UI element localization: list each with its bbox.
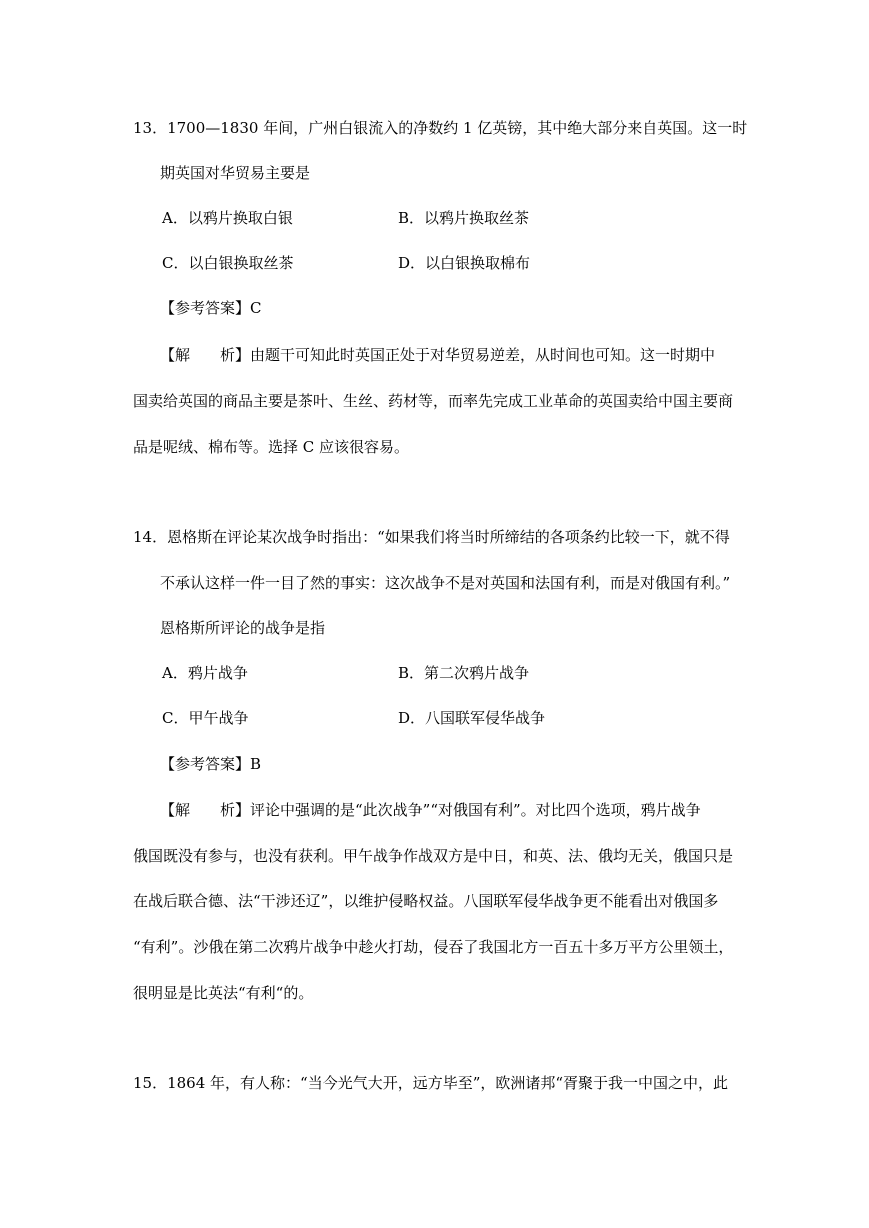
q13-analysis-line1: 【解 析】由题干可知此时英国正处于对华贸易逆差，从时间也可知。这一时期中	[160, 346, 716, 364]
q14-stem-line2: 不承认这样一件一目了然的事实：这次战争不是对英国和法国有利，而是对俄国有利。”	[160, 574, 731, 592]
q14-option-a: A．鸦片战争	[162, 664, 248, 682]
q14-analysis-line4: “有利”。沙俄在第二次鸦片战争中趁火打劫，侵吞了我国北方一百五十多万平方公里领土，	[133, 938, 734, 956]
q13-option-b: B．以鸦片换取丝茶	[398, 209, 530, 227]
q13-analysis-line2: 国卖给英国的商品主要是茶叶、生丝、药材等，而率先完成工业革命的英国卖给中国主要商	[133, 392, 734, 410]
q14-analysis-line3: 在战后联合德、法“干涉还辽”，以维护侵略权益。八国联军侵华战争更不能看出对俄国多	[133, 892, 719, 910]
q14-option-d: D．八国联军侵华战争	[398, 709, 546, 727]
q15-stem-line1: 15．1864 年，有人称：“当今光气大开，远方毕至”，欧洲诸邦“胥聚于我一中国之中，此	[133, 1074, 729, 1092]
q13-stem-line1: 13．1700—1830 年间，广州白银流入的净数约 1 亿英镑，其中绝大部分来自英国。这一时	[133, 119, 748, 137]
q14-analysis-line5: 很明显是比英法“有利“的。	[133, 984, 314, 1002]
q13-analysis-line3: 品是呢绒、棉布等。选择 C 应该很容易。	[133, 438, 410, 456]
q13-option-a: A．以鸦片换取白银	[162, 209, 293, 227]
q14-stem-line3: 恩格斯所评论的战争是指	[160, 619, 326, 637]
q14-analysis-line2: 俄国既没有参与，也没有获利。甲午战争作战双方是中日，和英、法、俄均无关，俄国只是	[133, 847, 734, 865]
q13-answer: 【参考答案】C	[160, 299, 262, 317]
q14-option-c: C．甲午战争	[162, 709, 249, 727]
q13-stem-line2: 期英国对华贸易主要是	[160, 164, 311, 182]
q14-answer: 【参考答案】B	[160, 755, 262, 773]
q13-option-d: D．以白银换取棉布	[398, 254, 531, 272]
q14-analysis-line1: 【解 析】评论中强调的是“此次战争”“对俄国有利”。对比四个选项，鸦片战争	[160, 801, 701, 819]
q13-option-c: C．以白银换取丝茶	[162, 254, 294, 272]
q14-option-b: B．第二次鸦片战争	[398, 664, 530, 682]
q14-stem-line1: 14．恩格斯在评论某次战争时指出：“如果我们将当时所缔结的各项条约比较一下，就不得	[133, 528, 730, 546]
